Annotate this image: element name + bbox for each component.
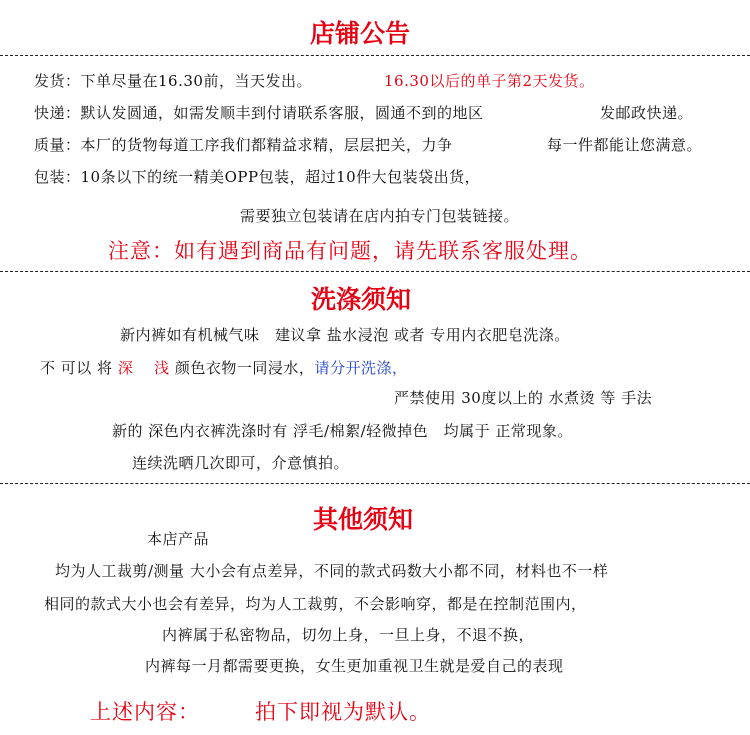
other-title: 其他须知 — [313, 505, 414, 534]
store-title: 店铺公告 — [310, 19, 411, 48]
courier-line — [34, 102, 484, 123]
quality-line — [34, 134, 453, 155]
packing-text: 10条以下的统一精美OPP包装，超过10件大包装袋出货， — [80, 168, 481, 186]
washing-line-1: 新内裤如有机械气味 建议拿 盐水浸泡 或者 专用内衣肥皂洗涤。 — [120, 326, 570, 344]
other-line-4: 内裤每一月都需要更换，女生更加重视卫生就是爱自己的表现 — [145, 657, 564, 675]
washing-title: 洗涤须知 — [311, 285, 412, 314]
footer-text: 拍下即视为默认。 — [255, 700, 431, 724]
other-subtitle: 本店产品 — [147, 530, 210, 548]
washing-deep: 深 — [117, 359, 134, 377]
washing-line-3: 严禁使用 30度以上的 水煮烫 等 手法 — [394, 389, 653, 407]
washing-line-2-b: 颜色衣物一同浸水， — [174, 359, 315, 377]
shipping-note: 16.30以后的单子第2天发货。 — [384, 72, 595, 90]
washing-line-5: 连续洗晒几次即可，介意慎拍。 — [132, 454, 350, 472]
washing-line-4: 新的 深色内衣裤洗涤时有 浮毛/棉絮/轻微掉色 均属于 正常现象。 — [112, 422, 573, 440]
washing-separate: 请分开洗涤， — [314, 359, 408, 377]
quality-text-2: 每一件都能让您满意。 — [547, 136, 703, 154]
washing-line-2-a: 不 可以 将 — [40, 359, 113, 377]
other-line-3: 内裤属于私密物品，切勿上身，一旦上身，不退不换， — [162, 626, 535, 644]
other-line-1: 均为人工裁剪/测量 大小会有点差异，不同的款式码数大小都不同，材料也不一样 — [55, 562, 609, 580]
shipping-line — [34, 70, 312, 91]
washing-light: 浅 — [154, 359, 170, 377]
store-notice: 注意：如有遇到商品有问题，请先联系客服处理。 — [108, 239, 592, 263]
divider — [0, 55, 750, 56]
packing-extra: 需要独立包装请在店内拍专门包装链接。 — [240, 207, 520, 225]
divider — [0, 483, 750, 484]
courier-text-2: 发邮政快递。 — [600, 104, 694, 122]
packing-label: 包装： — [34, 168, 81, 186]
quality-text: 本厂的货物每道工序我们都精益求精，层层把关，力争 — [80, 136, 453, 154]
courier-label: 快递： — [34, 104, 81, 122]
quality-label: 质量： — [34, 136, 81, 154]
divider — [0, 271, 750, 272]
shipping-text: 下单尽量在16.30前，当天发出。 — [80, 72, 312, 90]
washing-line-2 — [40, 357, 407, 378]
packing-line — [34, 166, 480, 187]
other-line-2: 相同的款式大小也会有差异，均为人工裁剪，不会影响穿，都是在控制范围内， — [44, 595, 587, 613]
footer-label: 上述内容： — [90, 700, 200, 724]
shipping-label: 发货： — [34, 72, 81, 90]
courier-text: 默认发圆通，如需发顺丰到付请联系客服，圆通不到的地区 — [80, 104, 484, 122]
